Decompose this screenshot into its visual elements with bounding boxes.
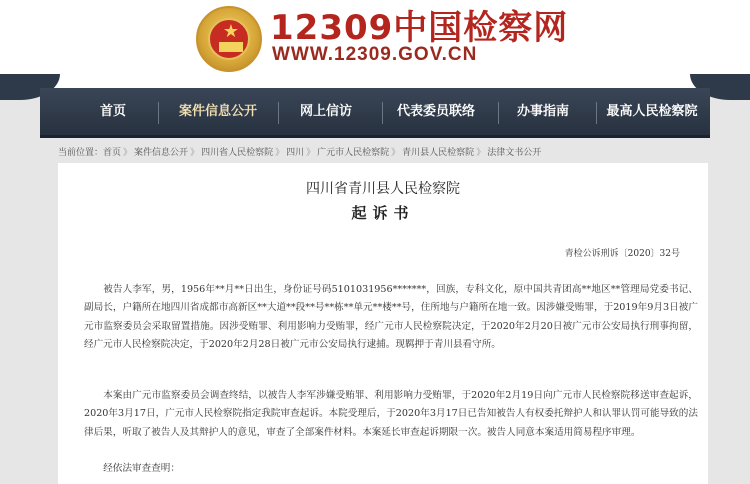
breadcrumb-home[interactable]: 首页 — [103, 148, 122, 158]
nav-item-online-petition[interactable]: 网上信访 — [299, 104, 352, 119]
breadcrumb-sichuan[interactable]: 四川 — [286, 148, 305, 158]
main-nav — [40, 88, 710, 138]
nav-item-service-guide[interactable]: 办事指南 — [516, 104, 569, 119]
site-url: WWW.12309.GOV.CN — [272, 44, 478, 65]
nav-item-home[interactable]: 首页 — [99, 104, 126, 119]
site-header — [0, 0, 750, 88]
nav-item-supreme-procuratorate[interactable]: 最高人民检察院 — [606, 104, 698, 119]
document-paragraph: 本案由广元市监察委员会调查终结，以被告人李军涉嫌受贿罪、利用影响力受贿罪，于2020年2月19日向广元市人民检察院移送审查起诉，2020年3月17日，广元市人民检察院指定我院审查起诉。本院受理后，于2020年3月17日已告知被告人有权委托辩护人和认罪认罚可能导致的法律后果，听取了被告人及其辩护人的意见，审查了全部案件材料。本案延长审查起诉期限一次。被告人同意本案适用简易程序审理。 — [84, 390, 698, 438]
breadcrumb: 当前位置：首页 》 案件信息公开 》 四川省人民检察院 》 四川 》 广元市人民检察院 》 青川县人民检察院 》 法律文书公开 — [58, 148, 542, 158]
document-court: 四川省青川县人民检察院 — [306, 181, 460, 197]
document-paragraph: 被告人李军，男，1956年**月**日出生，身份证号码5101031956*******，回族，专科文化，原中国共青团高**地区**管理局党委书记、副局长，户籍所在地四川省成都市高新区**大道**段**号**栋**单元**楼**号，住所地与户籍所在地一致。因涉嫌受贿罪，于2019年9月3日被广元市监察委员会采取留置措施。因涉受贿罪、利用影响力受贿罪，经广元市人民检察院决定，于2020年2月20日被广元市公安局执行刑事拘留，经广元市人民检察院决定，于2020年2月28日被广元市公安局执行逮捕。现羁押于青川县看守所。 — [84, 284, 698, 350]
nav-item-deputy-liaison[interactable]: 代表委员联络 — [396, 104, 475, 119]
breadcrumb-case-info[interactable]: 案件信息公开 — [134, 148, 189, 158]
site-title[interactable]: 12309中国检察网 — [270, 8, 569, 48]
breadcrumb-qingchuan-procuratorate[interactable]: 青川县人民检察院 — [402, 148, 475, 158]
breadcrumb-sichuan-procuratorate[interactable]: 四川省人民检察院 — [201, 148, 274, 158]
document-panel — [58, 163, 708, 484]
breadcrumb-guangyuan-procuratorate[interactable]: 广元市人民检察院 — [317, 148, 390, 158]
procuratorate-emblem-icon: ★ — [196, 6, 262, 72]
breadcrumb-legal-documents[interactable]: 法律文书公开 — [487, 148, 542, 158]
document-number: 青检公诉刑诉〔2020〕32号 — [564, 249, 680, 259]
breadcrumb-prefix: 当前位置： — [58, 148, 104, 158]
document-title: 起诉书 — [351, 204, 415, 222]
document-paragraph: 经依法审查查明： — [103, 463, 180, 474]
nav-item-case-info[interactable]: 案件信息公开 — [178, 104, 257, 119]
